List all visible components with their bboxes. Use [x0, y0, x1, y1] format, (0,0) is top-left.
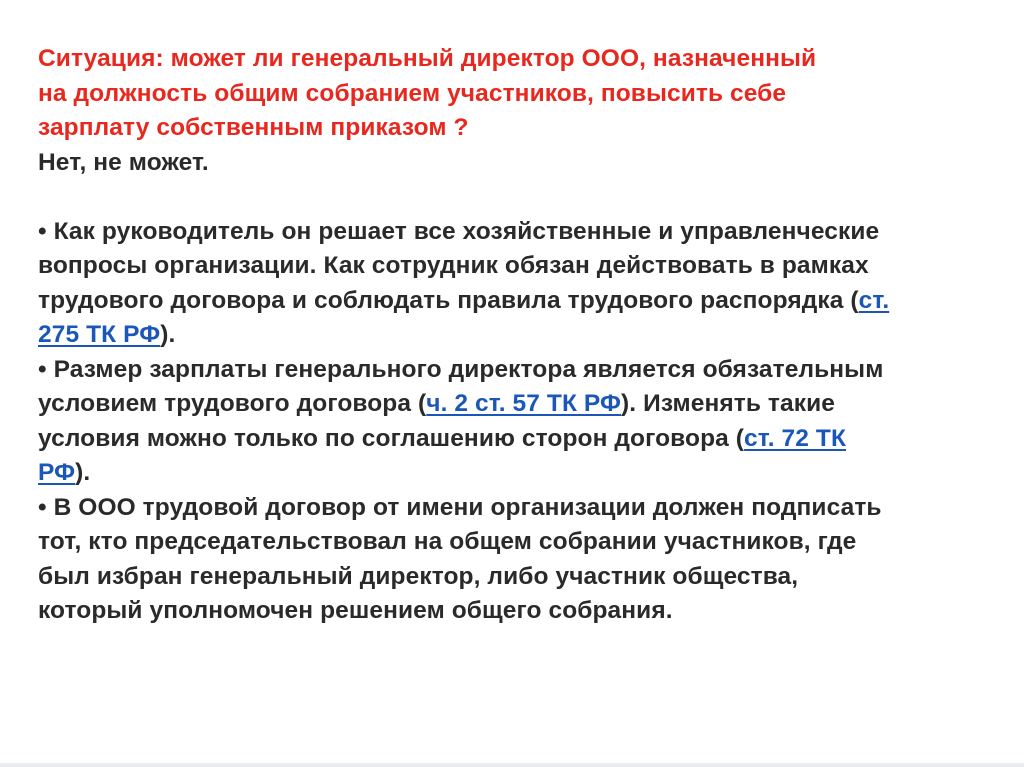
- law-link-st-72[interactable]: ст. 72 ТК: [744, 424, 847, 452]
- law-link-st-275[interactable]: ст.: [858, 286, 890, 314]
- bullet-line: [38, 284, 993, 319]
- situation-line: зарплату собственным приказом ?: [38, 114, 469, 141]
- bullet-line: [38, 318, 993, 353]
- situation-question: [38, 42, 993, 146]
- bullet-1: [38, 215, 993, 353]
- law-link-st-275-cont[interactable]: 275 ТК РФ: [38, 321, 161, 348]
- spacer: [38, 180, 993, 215]
- bullet-line: который уполномочен решением общего собрания.: [38, 597, 673, 624]
- bullet-text: ). Изменять такие: [621, 390, 835, 417]
- bullet-text: трудового договора и соблюдать правила трудового распорядка (: [38, 286, 859, 314]
- bullet-3: [38, 491, 993, 629]
- bullet-text: условия можно только по соглашению сторон договора (: [38, 424, 745, 452]
- bullet-text: условием трудового договора (: [38, 390, 427, 417]
- bullet-2: [38, 353, 993, 491]
- bullet-line: [38, 422, 993, 457]
- bullet-text: ).: [160, 321, 176, 348]
- bullet-text: ).: [75, 459, 91, 486]
- situation-line: Ситуация: может ли генеральный директор ООО, назначенный: [38, 45, 817, 72]
- bullet-line: вопросы организации. Как сотрудник обязан действовать в рамках: [38, 252, 869, 279]
- bullet-line: • Размер зарплаты генерального директора является обязательным: [38, 355, 884, 383]
- answer-text: Нет, не может.: [38, 148, 209, 176]
- situation-line: на должность общим собранием участников, повысить себе: [38, 79, 787, 107]
- bullet-line: [38, 387, 993, 422]
- slide-bottom-edge: [0, 763, 1024, 767]
- bullet-line: [38, 456, 993, 491]
- bullet-line: • Как руководитель он решает все хозяйственные и управленческие: [38, 217, 880, 245]
- bullet-line: • В ООО трудовой договор от имени организации должен подписать: [38, 493, 882, 521]
- bullet-line: был избран генеральный директор, либо участник общества,: [38, 562, 799, 590]
- bullet-line: тот, кто председательствовал на общем собрании участников, где: [38, 528, 857, 555]
- law-link-st-57[interactable]: ч. 2 ст. 57 ТК РФ: [426, 390, 622, 417]
- slide-content: [38, 42, 993, 629]
- law-link-st-72-cont[interactable]: РФ: [38, 459, 76, 486]
